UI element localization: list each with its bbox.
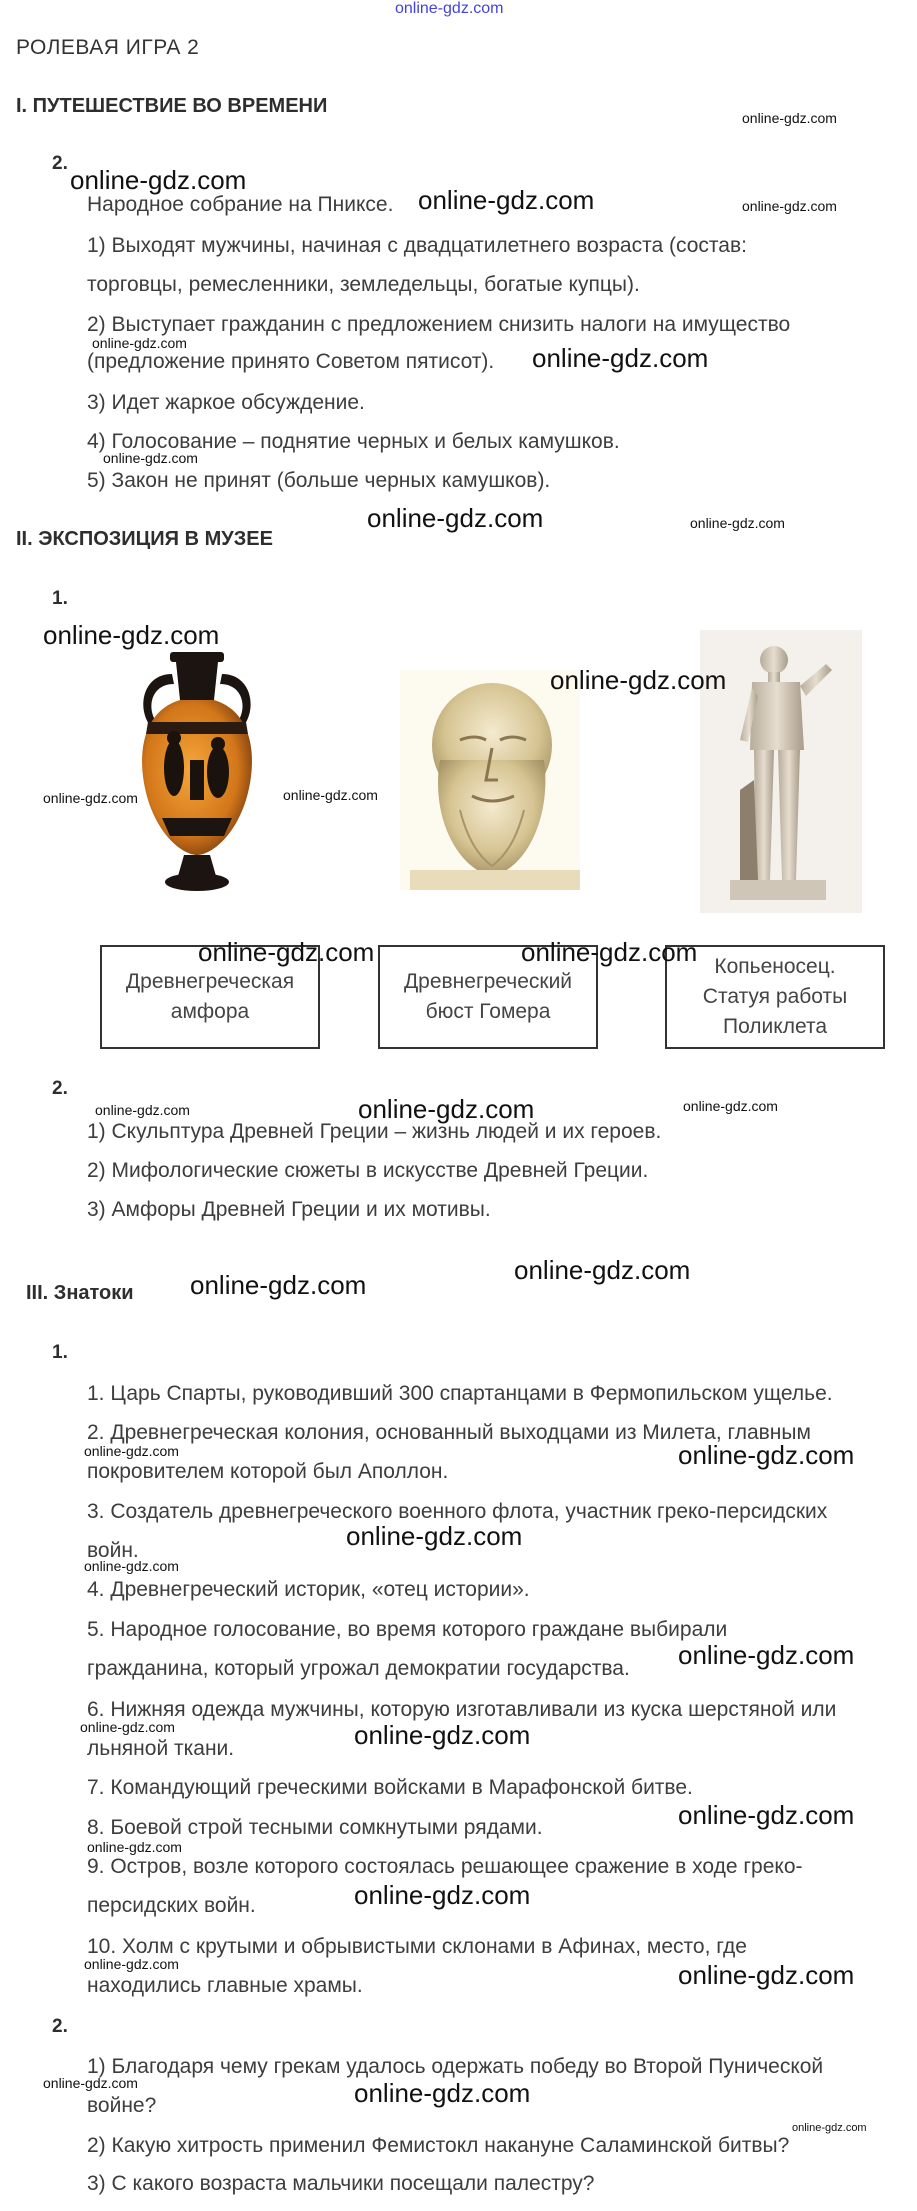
watermark: online-gdz.com [678,1800,855,1830]
watermark: online-gdz.com [742,110,837,126]
watermark: online-gdz.com [43,620,220,650]
watermark-top: online-gdz.com [395,0,504,17]
watermark: online-gdz.com [678,1960,855,1990]
text-line: 2. Древнегреческая колония, основанный выходцами из Милета, главным [87,1421,811,1444]
text-line: льняной ткани. [87,1737,235,1760]
watermark: online-gdz.com [43,790,138,806]
text-line: 3) Амфоры Древней Греции и их мотивы. [87,1198,491,1221]
watermark: online-gdz.com [792,2122,867,2134]
watermark: online-gdz.com [678,1640,855,1670]
watermark: online-gdz.com [521,937,698,967]
watermark: online-gdz.com [92,335,187,351]
text-line: 9. Остров, возле которого состоялась решающее сражение в ходе греко- [87,1855,803,1878]
section-heading-2: II. ЭКСПОЗИЦИЯ В МУЗЕЕ [16,528,273,550]
text-line: 2) Мифологические сюжеты в искусстве Древней Греции. [87,1159,649,1182]
watermark: online-gdz.com [84,1558,179,1574]
text-line: войне? [87,2094,157,2117]
text-line: находились главные храмы. [87,1974,363,1997]
text-line: 7. Командующий греческими войсками в Марафонской битве. [87,1776,693,1799]
watermark: online-gdz.com [367,503,544,533]
text-line: персидских войн. [87,1894,256,1917]
watermark: online-gdz.com [84,1956,179,1972]
watermark: online-gdz.com [354,2078,531,2108]
text-line: покровителем которой был Аполлон. [87,1460,449,1483]
watermark: online-gdz.com [190,1270,367,1300]
text-line: 8. Боевой строй тесными сомкнутыми рядами. [87,1816,543,1839]
text-line: 5) Закон не принят (больше черных камушков). [87,469,551,492]
text-line: 4. Древнегреческий историк, «отец истории». [87,1578,530,1601]
text-line: войн. [87,1539,139,1562]
caption-doryphoros: Копьеносец. Статуя работы Поликлета [665,945,885,1049]
text-line: 1) Скульптура Древней Греции – жизнь людей и их героев. [87,1120,662,1143]
text-line: 4) Голосование – поднятие черных и белых камушков. [87,430,620,453]
watermark: online-gdz.com [678,1440,855,1470]
task-number: 2. [52,153,68,174]
text-line: 5. Народное голосование, во время которого граждане выбирали [87,1618,728,1641]
task-number: 1. [52,588,68,609]
text-line: гражданина, который угрожал демократии государства. [87,1657,630,1680]
watermark: online-gdz.com [532,343,709,373]
watermark: online-gdz.com [354,1720,531,1750]
task-number: 2. [52,1078,68,1099]
watermark: online-gdz.com [198,937,375,967]
text-line: (предложение принято Советом пятисот). [87,350,495,373]
text-line: 3) С какого возраста мальчики посещали палестру? [87,2172,595,2195]
watermark: online-gdz.com [354,1880,531,1910]
task-number: 2. [52,2016,68,2037]
text-line: 1) Благодаря чему грекам удалось одержать победу во Второй Пунической [87,2055,824,2078]
watermark: online-gdz.com [742,198,837,214]
text-line: 2) Какую хитрость применил Фемистокл накануне Саламинской битвы? [87,2134,790,2157]
text-line: 10. Холм с крутыми и обрывистыми склонами в Афинах, место, где [87,1935,747,1958]
caption-homer-bust: Древнегреческий бюст Гомера [378,945,598,1049]
watermark: online-gdz.com [683,1098,778,1114]
watermark: online-gdz.com [550,665,727,695]
watermark: online-gdz.com [87,1839,182,1855]
page-title: РОЛЕВАЯ ИГРА 2 [16,36,200,59]
section-heading-1: I. ПУТЕШЕСТВИЕ ВО ВРЕМЕНИ [16,95,328,117]
watermark: online-gdz.com [84,1443,179,1459]
watermark: online-gdz.com [514,1255,691,1285]
text-line: 1. Царь Спарты, руководивший 300 спартанцами в Фермопильском ущелье. [87,1382,833,1405]
text-line: 1) Выходят мужчины, начиная с двадцатилетнего возраста (состав: [87,234,747,257]
watermark: online-gdz.com [103,450,198,466]
watermark: online-gdz.com [358,1094,535,1124]
watermark: online-gdz.com [418,185,595,215]
text-line: 3. Создатель древнегреческого военного флота, участник греко-персидских [87,1500,828,1523]
watermark: online-gdz.com [346,1521,523,1551]
task-number: 1. [52,1342,68,1363]
text-line: Народное собрание на Пниксе. [87,193,394,216]
text-line: 6. Нижняя одежда мужчины, которую изготавливали из куска шерстяной или [87,1698,837,1721]
homer-bust-image [400,670,580,890]
watermark: online-gdz.com [283,787,378,803]
watermark: online-gdz.com [95,1102,190,1118]
watermark: online-gdz.com [690,515,785,531]
text-line: 2) Выступает гражданин с предложением снизить налоги на имущество [87,313,791,336]
watermark: online-gdz.com [43,2075,138,2091]
section-heading-3: III. Знатоки [26,1282,134,1304]
amphora-image [132,650,262,895]
text-line: 3) Идет жаркое обсуждение. [87,391,365,414]
watermark: online-gdz.com [70,165,247,195]
caption-amphora: Древнегреческая амфора [100,945,320,1049]
watermark: online-gdz.com [80,1719,175,1735]
text-line: торговцы, ремесленники, земледельцы, богатые купцы). [87,273,640,296]
